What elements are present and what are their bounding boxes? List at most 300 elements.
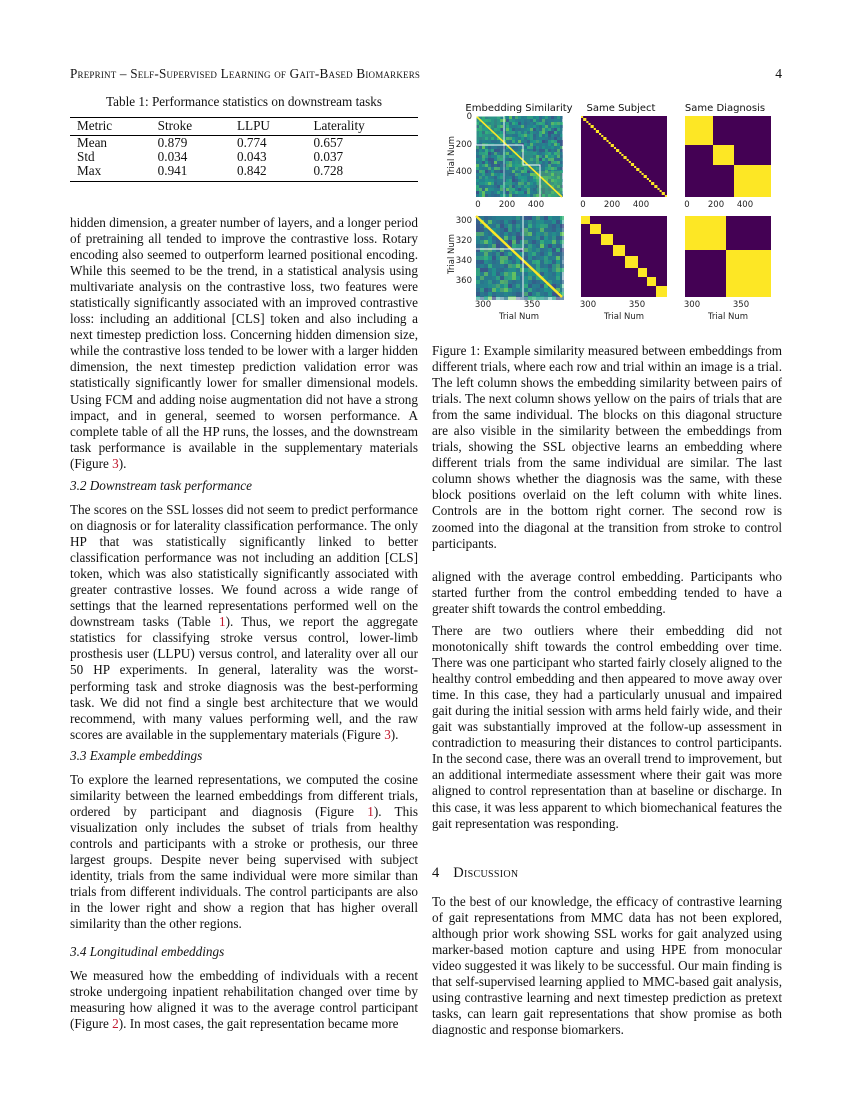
subject-block bbox=[636, 168, 639, 171]
heatmap-cell bbox=[533, 137, 536, 140]
heatmap-cell bbox=[552, 216, 556, 220]
subject-block bbox=[629, 161, 631, 163]
heatmap-cell bbox=[512, 220, 516, 224]
heatmap-cell bbox=[484, 256, 488, 260]
heatmap-cell bbox=[491, 161, 494, 164]
heatmap-cell bbox=[536, 122, 539, 125]
heatmap-cell bbox=[480, 268, 484, 272]
heatmap-cell bbox=[506, 134, 509, 137]
heatmap-cell bbox=[492, 288, 496, 292]
y-tick-label: 200 bbox=[455, 140, 472, 150]
table-reference-link[interactable]: 1 bbox=[218, 614, 226, 630]
heatmap-cell bbox=[479, 146, 482, 149]
heatmap-cell bbox=[533, 146, 536, 149]
heatmap-cell bbox=[506, 170, 509, 173]
heatmap-cell bbox=[552, 292, 556, 296]
heatmap-cell bbox=[492, 284, 496, 288]
x-tick-label: 300 bbox=[683, 300, 701, 310]
heatmap-cell bbox=[503, 167, 506, 170]
heatmap-cell bbox=[557, 149, 560, 152]
heatmap-cell bbox=[536, 264, 540, 268]
heatmap-cell bbox=[540, 284, 544, 288]
heatmap-cell bbox=[533, 182, 536, 185]
heatmap-cell bbox=[554, 143, 557, 146]
heatmap-cell bbox=[497, 176, 500, 179]
heatmap-cell bbox=[476, 272, 480, 276]
heatmap-cell bbox=[518, 179, 521, 182]
heatmap-cell bbox=[476, 161, 479, 164]
subject-block bbox=[644, 175, 647, 178]
heatmap-cell bbox=[536, 240, 540, 244]
heatmap-cell bbox=[484, 240, 488, 244]
heatmap-cell bbox=[500, 220, 504, 224]
heatmap-cell bbox=[480, 292, 484, 296]
heatmap-cell bbox=[476, 185, 479, 188]
heatmap-cell bbox=[491, 173, 494, 176]
heatmap-cell bbox=[528, 280, 532, 284]
heatmap-cell bbox=[532, 240, 536, 244]
heatmap-cell bbox=[500, 252, 504, 256]
heatmap-cell bbox=[482, 170, 485, 173]
heatmap-cell bbox=[508, 288, 512, 292]
heatmap-cell bbox=[509, 125, 512, 128]
heatmap-cell bbox=[479, 194, 482, 197]
heatmap-cell bbox=[482, 176, 485, 179]
heatmap-cell bbox=[492, 244, 496, 248]
table-caption: Table 1: Performance statistics on downstream tasks bbox=[106, 94, 382, 109]
heatmap-cell bbox=[557, 143, 560, 146]
heatmap-cell bbox=[540, 248, 544, 252]
heatmap-cell bbox=[508, 260, 512, 264]
heatmap-cell bbox=[476, 182, 479, 185]
heatmap-cell bbox=[512, 155, 515, 158]
heatmap-cell bbox=[540, 232, 544, 236]
heatmap-cell bbox=[515, 125, 518, 128]
heatmap-cell bbox=[530, 173, 533, 176]
heatmap-cell bbox=[528, 244, 532, 248]
heatmap-cell bbox=[524, 122, 527, 125]
heatmap-cell bbox=[476, 252, 480, 256]
paragraph-text: ). bbox=[118, 455, 127, 471]
heatmap-cell bbox=[476, 232, 480, 236]
heatmap-cell bbox=[482, 167, 485, 170]
heatmap-cell bbox=[512, 137, 515, 140]
heatmap-cell bbox=[488, 276, 492, 280]
heatmap-cell bbox=[509, 155, 512, 158]
heatmap-cell bbox=[476, 280, 480, 284]
heatmap-cell bbox=[509, 167, 512, 170]
heatmap-cell bbox=[554, 152, 557, 155]
heatmap-cell bbox=[536, 284, 540, 288]
heatmap-cell bbox=[560, 143, 563, 146]
heatmap-cell bbox=[509, 194, 512, 197]
performance-table bbox=[70, 117, 418, 182]
heatmap-cell bbox=[480, 260, 484, 264]
heatmap-cell bbox=[540, 228, 544, 232]
heatmap-cell bbox=[518, 131, 521, 134]
heatmap-cell bbox=[533, 122, 536, 125]
heatmap-cell bbox=[509, 170, 512, 173]
heatmap-cell bbox=[524, 240, 528, 244]
table-cell: 0.879 bbox=[157, 135, 188, 150]
heatmap-cell bbox=[476, 152, 479, 155]
heatmap-cell bbox=[560, 224, 564, 228]
table-row bbox=[70, 164, 418, 181]
figure-reference-link[interactable]: 1 bbox=[367, 804, 374, 820]
heatmap-cell bbox=[500, 191, 503, 194]
heatmap-cell bbox=[509, 191, 512, 194]
heatmap-cell bbox=[560, 155, 563, 158]
panel-title-same-subject: Same Subject bbox=[586, 103, 656, 114]
subject-block bbox=[662, 192, 665, 195]
heatmap-cell bbox=[516, 284, 520, 288]
heatmap-cell bbox=[524, 173, 527, 176]
heatmap-cell bbox=[506, 131, 509, 134]
heatmap-cell bbox=[485, 149, 488, 152]
heatmap-cell bbox=[548, 240, 552, 244]
subject-block bbox=[642, 173, 644, 175]
heatmap-cell bbox=[552, 252, 556, 256]
heatmap-cell bbox=[524, 176, 527, 179]
heatmap-cell bbox=[516, 264, 520, 268]
heatmap-cell bbox=[548, 276, 552, 280]
heatmap-cell bbox=[536, 268, 540, 272]
heatmap-cell bbox=[479, 164, 482, 167]
heatmap-cell bbox=[556, 240, 560, 244]
heatmap-cell bbox=[491, 164, 494, 167]
heatmap-cell bbox=[488, 185, 491, 188]
heatmap-cell bbox=[512, 167, 515, 170]
heatmap-cell bbox=[503, 149, 506, 152]
heatmap-cell bbox=[532, 244, 536, 248]
heatmap-cell bbox=[515, 131, 518, 134]
heatmap-cell bbox=[560, 128, 563, 131]
heatmap-cell bbox=[551, 161, 554, 164]
y-tick-label: 0 bbox=[466, 112, 472, 122]
heatmap-cell bbox=[512, 216, 516, 220]
y-axis-label-top: Trial Num bbox=[447, 135, 457, 177]
heatmap-cell bbox=[506, 125, 509, 128]
heatmap-cell bbox=[542, 125, 545, 128]
heatmap-cell bbox=[508, 232, 512, 236]
heatmap-cell bbox=[496, 252, 500, 256]
heatmap-cell bbox=[552, 276, 556, 280]
figure-reference-link[interactable]: 3 bbox=[384, 726, 391, 742]
heatmap-cell bbox=[524, 119, 527, 122]
subject-block bbox=[586, 121, 588, 123]
subject-block bbox=[619, 152, 621, 154]
heatmap-cell bbox=[508, 216, 512, 220]
heatmap-cell bbox=[500, 152, 503, 155]
heatmap-cell bbox=[503, 164, 506, 167]
heatmap-cell bbox=[480, 288, 484, 292]
heatmap-cell bbox=[527, 122, 530, 125]
heatmap-cell bbox=[548, 260, 552, 264]
heatmap-cell bbox=[512, 176, 515, 179]
heatmap-cell bbox=[560, 236, 564, 240]
x-tick-label: 0 bbox=[475, 200, 481, 210]
heatmap-cell bbox=[545, 143, 548, 146]
heatmap-cell bbox=[494, 182, 497, 185]
heatmap-cell bbox=[500, 176, 503, 179]
heatmap-cell bbox=[544, 264, 548, 268]
table-header-cell: Laterality bbox=[306, 118, 418, 136]
heatmap-cell bbox=[548, 152, 551, 155]
heatmap-cell bbox=[485, 170, 488, 173]
heatmap-cell bbox=[506, 161, 509, 164]
heatmap-cell bbox=[476, 155, 479, 158]
heatmap-cell bbox=[494, 140, 497, 143]
heatmap-cell bbox=[494, 158, 497, 161]
heatmap-cell bbox=[491, 158, 494, 161]
heatmap-cell bbox=[533, 125, 536, 128]
heatmap-cell bbox=[494, 173, 497, 176]
heatmap-cell bbox=[506, 149, 509, 152]
heatmap-cell bbox=[482, 185, 485, 188]
heatmap-cell bbox=[497, 191, 500, 194]
heatmap-cell bbox=[500, 284, 504, 288]
heatmap-cell bbox=[548, 134, 551, 137]
heatmap-cell bbox=[532, 280, 536, 284]
heatmap-cell bbox=[512, 173, 515, 176]
heatmap-cell bbox=[488, 280, 492, 284]
table-row bbox=[70, 150, 418, 164]
heatmap-cell bbox=[539, 137, 542, 140]
heatmap-cell bbox=[518, 125, 521, 128]
heatmap-cell bbox=[560, 146, 563, 149]
heatmap-cell bbox=[500, 161, 503, 164]
heatmap-cell bbox=[515, 116, 518, 119]
heatmap-cell bbox=[494, 161, 497, 164]
heatmap-cell bbox=[491, 170, 494, 173]
x-tick-label: 200 bbox=[603, 200, 621, 210]
heatmap-cell bbox=[560, 149, 563, 152]
heatmap-cell bbox=[560, 220, 564, 224]
heatmap-cell bbox=[536, 252, 540, 256]
heatmap-cell bbox=[527, 179, 530, 182]
heatmap-cell bbox=[518, 146, 521, 149]
heatmap-cell bbox=[500, 182, 503, 185]
heatmap-cell bbox=[548, 220, 552, 224]
heatmap-cell bbox=[488, 268, 492, 272]
heatmap-cell bbox=[476, 188, 479, 191]
heatmap-cell bbox=[491, 185, 494, 188]
y-tick-label: 400 bbox=[455, 167, 472, 177]
heatmap-cell bbox=[533, 185, 536, 188]
heatmap-cell bbox=[476, 244, 480, 248]
heatmap-cell bbox=[536, 244, 540, 248]
heatmap-cell bbox=[500, 264, 504, 268]
heatmap-cell bbox=[533, 191, 536, 194]
heatmap-cell bbox=[494, 185, 497, 188]
heatmap-cell bbox=[512, 146, 515, 149]
heatmap-cell bbox=[554, 131, 557, 134]
heatmap-cell bbox=[528, 252, 532, 256]
table-cell: 0.034 bbox=[157, 149, 188, 165]
subject-block bbox=[603, 137, 606, 140]
heatmap-cell bbox=[496, 260, 500, 264]
heatmap-cell bbox=[504, 216, 508, 220]
heatmap-cell bbox=[536, 146, 539, 149]
heatmap-cell bbox=[545, 164, 548, 167]
heatmap-cell bbox=[528, 248, 532, 252]
x-tick-label: 400 bbox=[632, 200, 650, 210]
heatmap-cell bbox=[524, 182, 527, 185]
heatmap-cell bbox=[554, 122, 557, 125]
heatmap-cell bbox=[528, 232, 532, 236]
heatmap-cell bbox=[500, 280, 504, 284]
heatmap-cell bbox=[503, 158, 506, 161]
heatmap-cell bbox=[504, 236, 508, 240]
heatmap-cell bbox=[476, 268, 480, 272]
heatmap-cell bbox=[509, 128, 512, 131]
heatmap-cell bbox=[551, 140, 554, 143]
heatmap-cell bbox=[554, 137, 557, 140]
panel-title-same-diagnosis: Same Diagnosis bbox=[684, 103, 766, 114]
heatmap-cell bbox=[521, 125, 524, 128]
heatmap-cell bbox=[544, 256, 548, 260]
heatmap-cell bbox=[536, 216, 540, 220]
heatmap-cell bbox=[524, 140, 527, 143]
heatmap-cell bbox=[488, 264, 492, 268]
heatmap-cell bbox=[500, 155, 503, 158]
subject-block bbox=[583, 118, 586, 121]
heatmap-cell bbox=[488, 260, 492, 264]
heatmap-cell bbox=[494, 170, 497, 173]
heatmap-cell bbox=[500, 149, 503, 152]
heatmap-cell bbox=[548, 264, 552, 268]
heatmap-cell bbox=[518, 116, 521, 119]
heatmap-cell bbox=[506, 188, 509, 191]
heatmap-cell bbox=[548, 236, 552, 240]
heatmap-cell bbox=[560, 264, 564, 268]
figure-reference-link[interactable]: 3 bbox=[112, 455, 119, 471]
subject-block bbox=[654, 185, 657, 188]
heatmap-cell bbox=[536, 280, 540, 284]
heatmap-cell bbox=[536, 292, 540, 296]
heatmap-cell bbox=[518, 119, 521, 122]
heatmap-cell bbox=[506, 194, 509, 197]
heatmap-cell bbox=[500, 185, 503, 188]
heatmap-cell bbox=[527, 143, 530, 146]
heatmap-cell bbox=[539, 128, 542, 131]
y-tick-label: 360 bbox=[455, 276, 472, 286]
heatmap-cell bbox=[557, 164, 560, 167]
heatmap-cell bbox=[536, 140, 539, 143]
heatmap-cell bbox=[512, 268, 516, 272]
heatmap-cell bbox=[548, 268, 552, 272]
table-cell: Mean bbox=[77, 135, 108, 150]
heatmap-cell bbox=[479, 140, 482, 143]
heatmap-cell bbox=[532, 224, 536, 228]
heatmap-cell bbox=[552, 224, 556, 228]
heatmap-cell bbox=[554, 116, 557, 119]
heatmap-cell bbox=[554, 161, 557, 164]
heatmap-cell bbox=[488, 216, 492, 220]
heatmap-cell bbox=[540, 240, 544, 244]
heatmap-cell bbox=[516, 240, 520, 244]
heatmap-cell bbox=[551, 155, 554, 158]
heatmap-cell bbox=[548, 167, 551, 170]
heatmap-cell bbox=[548, 252, 552, 256]
heatmap-cell bbox=[556, 260, 560, 264]
heatmap-cell bbox=[536, 137, 539, 140]
heatmap-cell bbox=[552, 220, 556, 224]
heatmap-cell bbox=[504, 276, 508, 280]
heatmap-cell bbox=[482, 188, 485, 191]
heatmap-cell bbox=[480, 272, 484, 276]
heatmap-cell bbox=[512, 119, 515, 122]
heatmap-cell bbox=[556, 224, 560, 228]
heatmap-cell bbox=[551, 134, 554, 137]
subject-block bbox=[634, 166, 636, 168]
heatmap-cell bbox=[544, 236, 548, 240]
heatmap-cell bbox=[536, 143, 539, 146]
heatmap-cell bbox=[497, 140, 500, 143]
heatmap-cell bbox=[512, 236, 516, 240]
heatmap-cell bbox=[536, 236, 540, 240]
heatmap-cell bbox=[533, 131, 536, 134]
heatmap-cell bbox=[512, 128, 515, 131]
figure-reference-link[interactable]: 2 bbox=[112, 1016, 119, 1032]
body-paragraph bbox=[70, 772, 418, 932]
heatmap-cell bbox=[504, 224, 508, 228]
heatmap-cell bbox=[496, 244, 500, 248]
heatmap-cell bbox=[516, 228, 520, 232]
figure-1-caption: Figure 1: Example similarity measured between embeddings from different trials, where each row and trial within an image is a trial. The left column shows the embedding similarity between pairs of trials. The next column shows yellow on the pairs of trials that are from the same individual. The blocks on this diagonal structure are also visible in the similarity between the embeddings from trials, showing the SSL objective learns an embedding where different trials from the same individual are similar. The last column shows whether the diagnosis was the same, with these block positions overlaid on the left column with white lines. Controls are in the bottom right corner. The second row is zoomed into the diagonal at the transition from stroke to control participants. bbox=[432, 343, 782, 551]
heatmap-cell bbox=[491, 194, 494, 197]
heatmap-cell bbox=[545, 152, 548, 155]
heatmap-cell bbox=[500, 224, 504, 228]
heatmap-cell bbox=[512, 185, 515, 188]
heatmap-cell bbox=[542, 146, 545, 149]
heatmap-cell bbox=[536, 119, 539, 122]
heatmap-cell bbox=[560, 276, 564, 280]
heatmap-cell bbox=[521, 116, 524, 119]
heatmap-cell bbox=[536, 220, 540, 224]
heatmap-cell bbox=[496, 288, 500, 292]
table-cell: 0.728 bbox=[306, 164, 418, 181]
heatmap-cell bbox=[539, 161, 542, 164]
heatmap-cell bbox=[480, 276, 484, 280]
heatmap-cell bbox=[551, 143, 554, 146]
heatmap-cell bbox=[521, 140, 524, 143]
subject-block bbox=[609, 142, 611, 144]
heatmap-cell bbox=[540, 236, 544, 240]
heatmap-cell bbox=[544, 244, 548, 248]
heatmap-cell bbox=[476, 149, 479, 152]
heatmap-cell bbox=[482, 164, 485, 167]
heatmap-cell bbox=[532, 284, 536, 288]
heatmap-cell bbox=[548, 125, 551, 128]
heatmap-cell bbox=[506, 119, 509, 122]
paragraph-text: To explore the learned representations, we computed the cosine similarity between the learned embeddings from different trials, ordered by participant and diagnosis (Figure bbox=[70, 772, 418, 820]
heatmap-cell bbox=[540, 288, 544, 292]
heatmap-cell bbox=[527, 176, 530, 179]
heatmap-cell bbox=[560, 252, 564, 256]
heatmap-cell bbox=[479, 179, 482, 182]
heatmap-cell bbox=[548, 128, 551, 131]
heatmap-cell bbox=[557, 161, 560, 164]
heatmap-cell bbox=[484, 288, 488, 292]
heatmap-cell bbox=[512, 170, 515, 173]
heatmap-cell bbox=[504, 292, 508, 296]
table-row bbox=[70, 136, 418, 151]
heatmap-cell bbox=[484, 292, 488, 296]
heatmap-cell bbox=[479, 188, 482, 191]
heatmap-cell bbox=[548, 131, 551, 134]
heatmap-cell bbox=[532, 228, 536, 232]
